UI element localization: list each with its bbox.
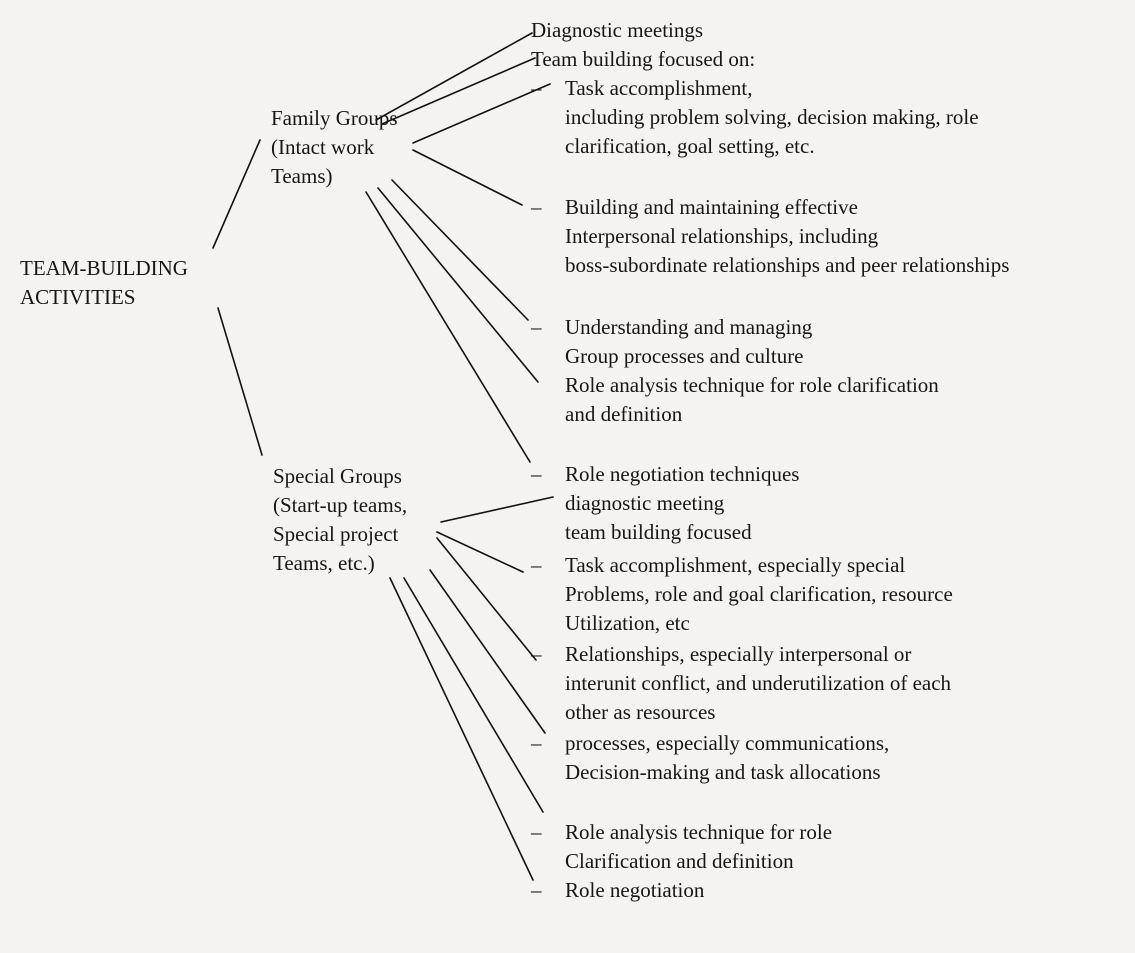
dash-marker: –: [531, 315, 542, 339]
family-item-text: including problem solving, decision making, role: [565, 105, 979, 129]
family-item-diagnostic-meetings: [531, 16, 703, 45]
family-item-text: boss-subordinate relationships and peer relationships: [565, 253, 1010, 277]
connector-family-teambuilding: [382, 58, 535, 124]
family-item-text: Role analysis technique for role clarification: [565, 373, 939, 397]
family-item-group-processes: [531, 313, 939, 429]
special-item-text: Relationships, especially interpersonal or: [565, 642, 912, 666]
family-groups-line-3: Teams): [271, 164, 333, 188]
special-groups-line-2: (Start-up teams,: [273, 493, 408, 517]
connector-family-diagnostic: [376, 33, 532, 120]
family-item-team-building: [531, 45, 755, 74]
special-groups-line-4: Teams, etc.): [273, 551, 375, 575]
family-item-text: Interpersonal relationships, including: [565, 224, 879, 248]
family-groups-line-2: (Intact work: [271, 135, 375, 159]
special-item-text: Utilization, etc: [565, 611, 690, 635]
special-item-role-negotiation-techniques: [531, 460, 799, 547]
root-label: [20, 254, 188, 312]
family-item-text: Task accomplishment,: [565, 76, 753, 100]
connector-family-role-analysis: [378, 188, 538, 382]
special-item-text: Task accomplishment, especially special: [565, 553, 906, 577]
family-groups-label: [271, 104, 398, 191]
connector-special-role-negotiation: [390, 578, 533, 880]
dash-marker: –: [531, 820, 542, 844]
dash-marker: –: [531, 195, 542, 219]
connector-root-special: [218, 308, 262, 455]
connector-family-relationships: [413, 150, 522, 205]
special-item-role-analysis: [531, 818, 832, 876]
special-item-role-negotiation: [531, 876, 704, 905]
family-item-task-accomplishment: [531, 74, 979, 161]
family-item-text: Diagnostic meetings: [531, 18, 704, 42]
special-item-text: team building focused: [565, 520, 752, 544]
family-item-text: Group processes and culture: [565, 344, 804, 368]
dash-marker: –: [531, 553, 542, 577]
special-groups-label: [273, 462, 407, 578]
connector-special-relationships: [437, 538, 536, 660]
root-line-1: TEAM-BUILDING: [20, 256, 188, 280]
family-item-relationships: [531, 193, 1009, 280]
dash-marker: –: [531, 76, 542, 100]
special-item-relationships: [531, 640, 951, 727]
special-item-text: Role negotiation techniques: [565, 462, 800, 486]
special-item-text: other as resources: [565, 700, 716, 724]
connector-special-role-analysis: [404, 578, 543, 812]
family-item-text: Team building focused on:: [531, 47, 756, 71]
special-item-text: Clarification and definition: [565, 849, 794, 873]
dash-marker: –: [531, 878, 542, 902]
family-item-text: Building and maintaining effective: [565, 195, 858, 219]
connector-family-role-negotiation: [366, 192, 530, 462]
family-item-text: and definition: [565, 402, 683, 426]
special-groups-line-3: Special project: [273, 522, 399, 546]
special-item-text: Decision-making and task allocations: [565, 760, 881, 784]
special-item-processes: [531, 729, 889, 787]
connector-family-task: [413, 84, 550, 143]
root-line-2: ACTIVITIES: [20, 285, 136, 309]
family-item-text: Understanding and managing: [565, 315, 813, 339]
connector-root-family: [213, 140, 260, 248]
special-item-text: Role negotiation: [565, 878, 705, 902]
special-item-text: Role analysis technique for role: [565, 820, 833, 844]
special-item-text: processes, especially communications,: [565, 731, 890, 755]
dash-marker: –: [531, 642, 542, 666]
connector-family-processes: [392, 180, 528, 320]
dash-marker: –: [531, 731, 542, 755]
connector-special-task: [437, 532, 523, 572]
special-item-task-accomplishment: [531, 551, 953, 638]
dash-marker: –: [531, 462, 542, 486]
special-item-text: interunit conflict, and underutilization of each: [565, 671, 952, 695]
special-item-text: diagnostic meeting: [565, 491, 725, 515]
special-groups-line-1: Special Groups: [273, 464, 402, 488]
family-item-text: clarification, goal setting, etc.: [565, 134, 815, 158]
family-groups-line-1: Family Groups: [271, 106, 398, 130]
special-item-text: Problems, role and goal clarification, resource: [565, 582, 953, 606]
